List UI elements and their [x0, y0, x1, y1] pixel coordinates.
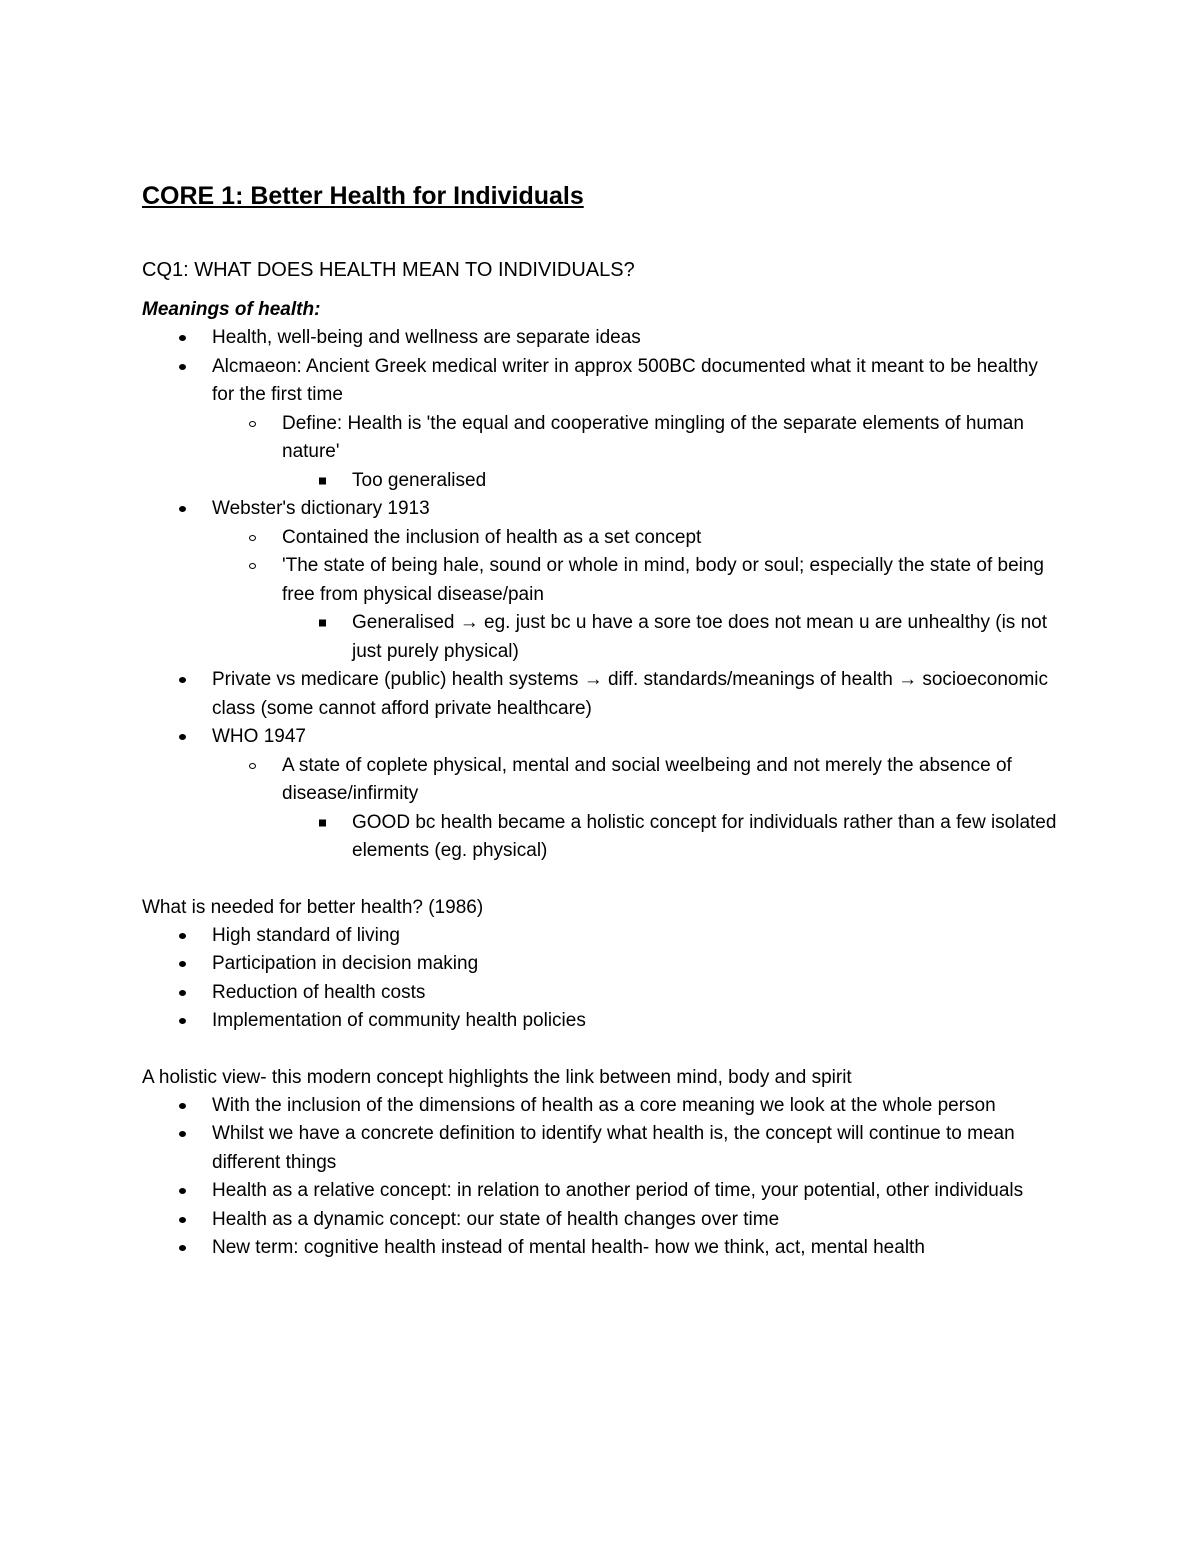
bullet-disc-icon [179, 1245, 186, 1251]
bullet-disc-icon [179, 1217, 186, 1223]
list-item: Too generalised [282, 467, 1062, 496]
list-item: Health, well-being and wellness are separate ideas [142, 324, 1062, 353]
bullet-disc-icon [179, 677, 186, 683]
bullet-circle-icon [249, 763, 256, 769]
bullet-disc-icon [179, 933, 186, 939]
list-item: Private vs medicare (public) health systems → diff. standards/meanings of health → socioeconomic class (some cannot afford private healthcare) [142, 666, 1062, 723]
list-item: Generalised → eg. just bc u have a sore toe does not mean u are unhealthy (is not just purely physical) [282, 609, 1062, 666]
meanings-list [142, 324, 1062, 866]
sub-list [142, 752, 1062, 866]
needed-list [142, 922, 1062, 1036]
list-item: Participation in decision making [142, 950, 1062, 979]
bullet-square-icon [319, 477, 326, 484]
sub-list [142, 524, 1062, 667]
list-item: Reduction of health costs [142, 979, 1062, 1008]
sub-sub-list [212, 467, 1062, 496]
bullet-disc-icon [179, 734, 186, 740]
bullet-disc-icon [179, 961, 186, 967]
list-item: High standard of living [142, 922, 1062, 951]
bullet-circle-icon [249, 421, 256, 427]
bullet-circle-icon [249, 535, 256, 541]
list-item: Whilst we have a concrete definition to identify what health is, the concept will continue to mean different things [142, 1120, 1062, 1177]
list-item: A state of coplete physical, mental and social weelbeing and not merely the absence of disease/infirmity GOOD bc health became a holistic concept for individuals rather than a few isolated elements (eg. physical) [212, 752, 1062, 866]
list-item: Alcmaeon: Ancient Greek medical writer in approx 500BC documented what it meant to be healthy for the first time Define: Health is 'the equal and cooperative mingling of the separate elements of human nature' Too generalised [142, 353, 1062, 496]
holistic-list [142, 1092, 1062, 1263]
list-item: With the inclusion of the dimensions of health as a core meaning we look at the whole person [142, 1092, 1062, 1121]
bullet-disc-icon [179, 506, 186, 512]
bullet-disc-icon [179, 1018, 186, 1024]
needed-heading: What is needed for better health? (1986) [142, 896, 484, 918]
bullet-square-icon [319, 819, 326, 826]
list-item: 'The state of being hale, sound or whole in mind, body or soul; especially the state of being free from physical disease/pain Generalised → eg. just bc u have a sore toe does not mean u are unhealthy (is not just purely physical) [212, 552, 1062, 666]
bullet-circle-icon [249, 563, 256, 569]
list-item: GOOD bc health became a holistic concept for individuals rather than a few isolated elements (eg. physical) [282, 809, 1062, 866]
bullet-disc-icon [179, 364, 186, 370]
bullet-disc-icon [179, 990, 186, 996]
bullet-disc-icon [179, 1188, 186, 1194]
list-item: WHO 1947 A state of coplete physical, mental and social weelbeing and not merely the absence of disease/infirmity GOOD bc health became a holistic concept for individuals rather than a few isolated elements (eg. physical) [142, 723, 1062, 866]
document-title: CORE 1: Better Health for Individuals [142, 182, 584, 210]
bullet-disc-icon [179, 335, 186, 341]
paragraph-spacer [142, 1036, 1062, 1064]
meanings-heading: Meanings of health: [142, 299, 321, 320]
sub-list [142, 410, 1062, 496]
bullet-disc-icon [179, 1103, 186, 1109]
sub-sub-list [212, 609, 1062, 666]
holistic-heading: A holistic view- this modern concept highlights the link between mind, body and spirit [142, 1066, 852, 1088]
sub-sub-list [212, 809, 1062, 866]
list-item: Contained the inclusion of health as a set concept [212, 524, 1062, 553]
list-item: Implementation of community health policies [142, 1007, 1062, 1036]
list-item: Define: Health is 'the equal and cooperative mingling of the separate elements of human nature' Too generalised [212, 410, 1062, 496]
list-item: Webster's dictionary 1913 Contained the inclusion of health as a set concept 'The state of being hale, sound or whole in mind, body or soul; especially the state of being free from physical disease/pain Generalised → eg. just bc u have a sore toe does not mean u are unhealthy (is not just purely physical) [142, 495, 1062, 666]
paragraph-spacer [142, 866, 1062, 894]
list-item: Health as a relative concept: in relation to another period of time, your potential, other individuals [142, 1177, 1062, 1206]
list-item: New term: cognitive health instead of mental health- how we think, act, mental health [142, 1234, 1062, 1263]
bullet-disc-icon [179, 1131, 186, 1137]
section-cq1-heading: CQ1: WHAT DOES HEALTH MEAN TO INDIVIDUALS? [142, 259, 635, 281]
list-item: Health as a dynamic concept: our state of health changes over time [142, 1206, 1062, 1235]
bullet-square-icon [319, 620, 326, 627]
document-page [142, 176, 1062, 1263]
